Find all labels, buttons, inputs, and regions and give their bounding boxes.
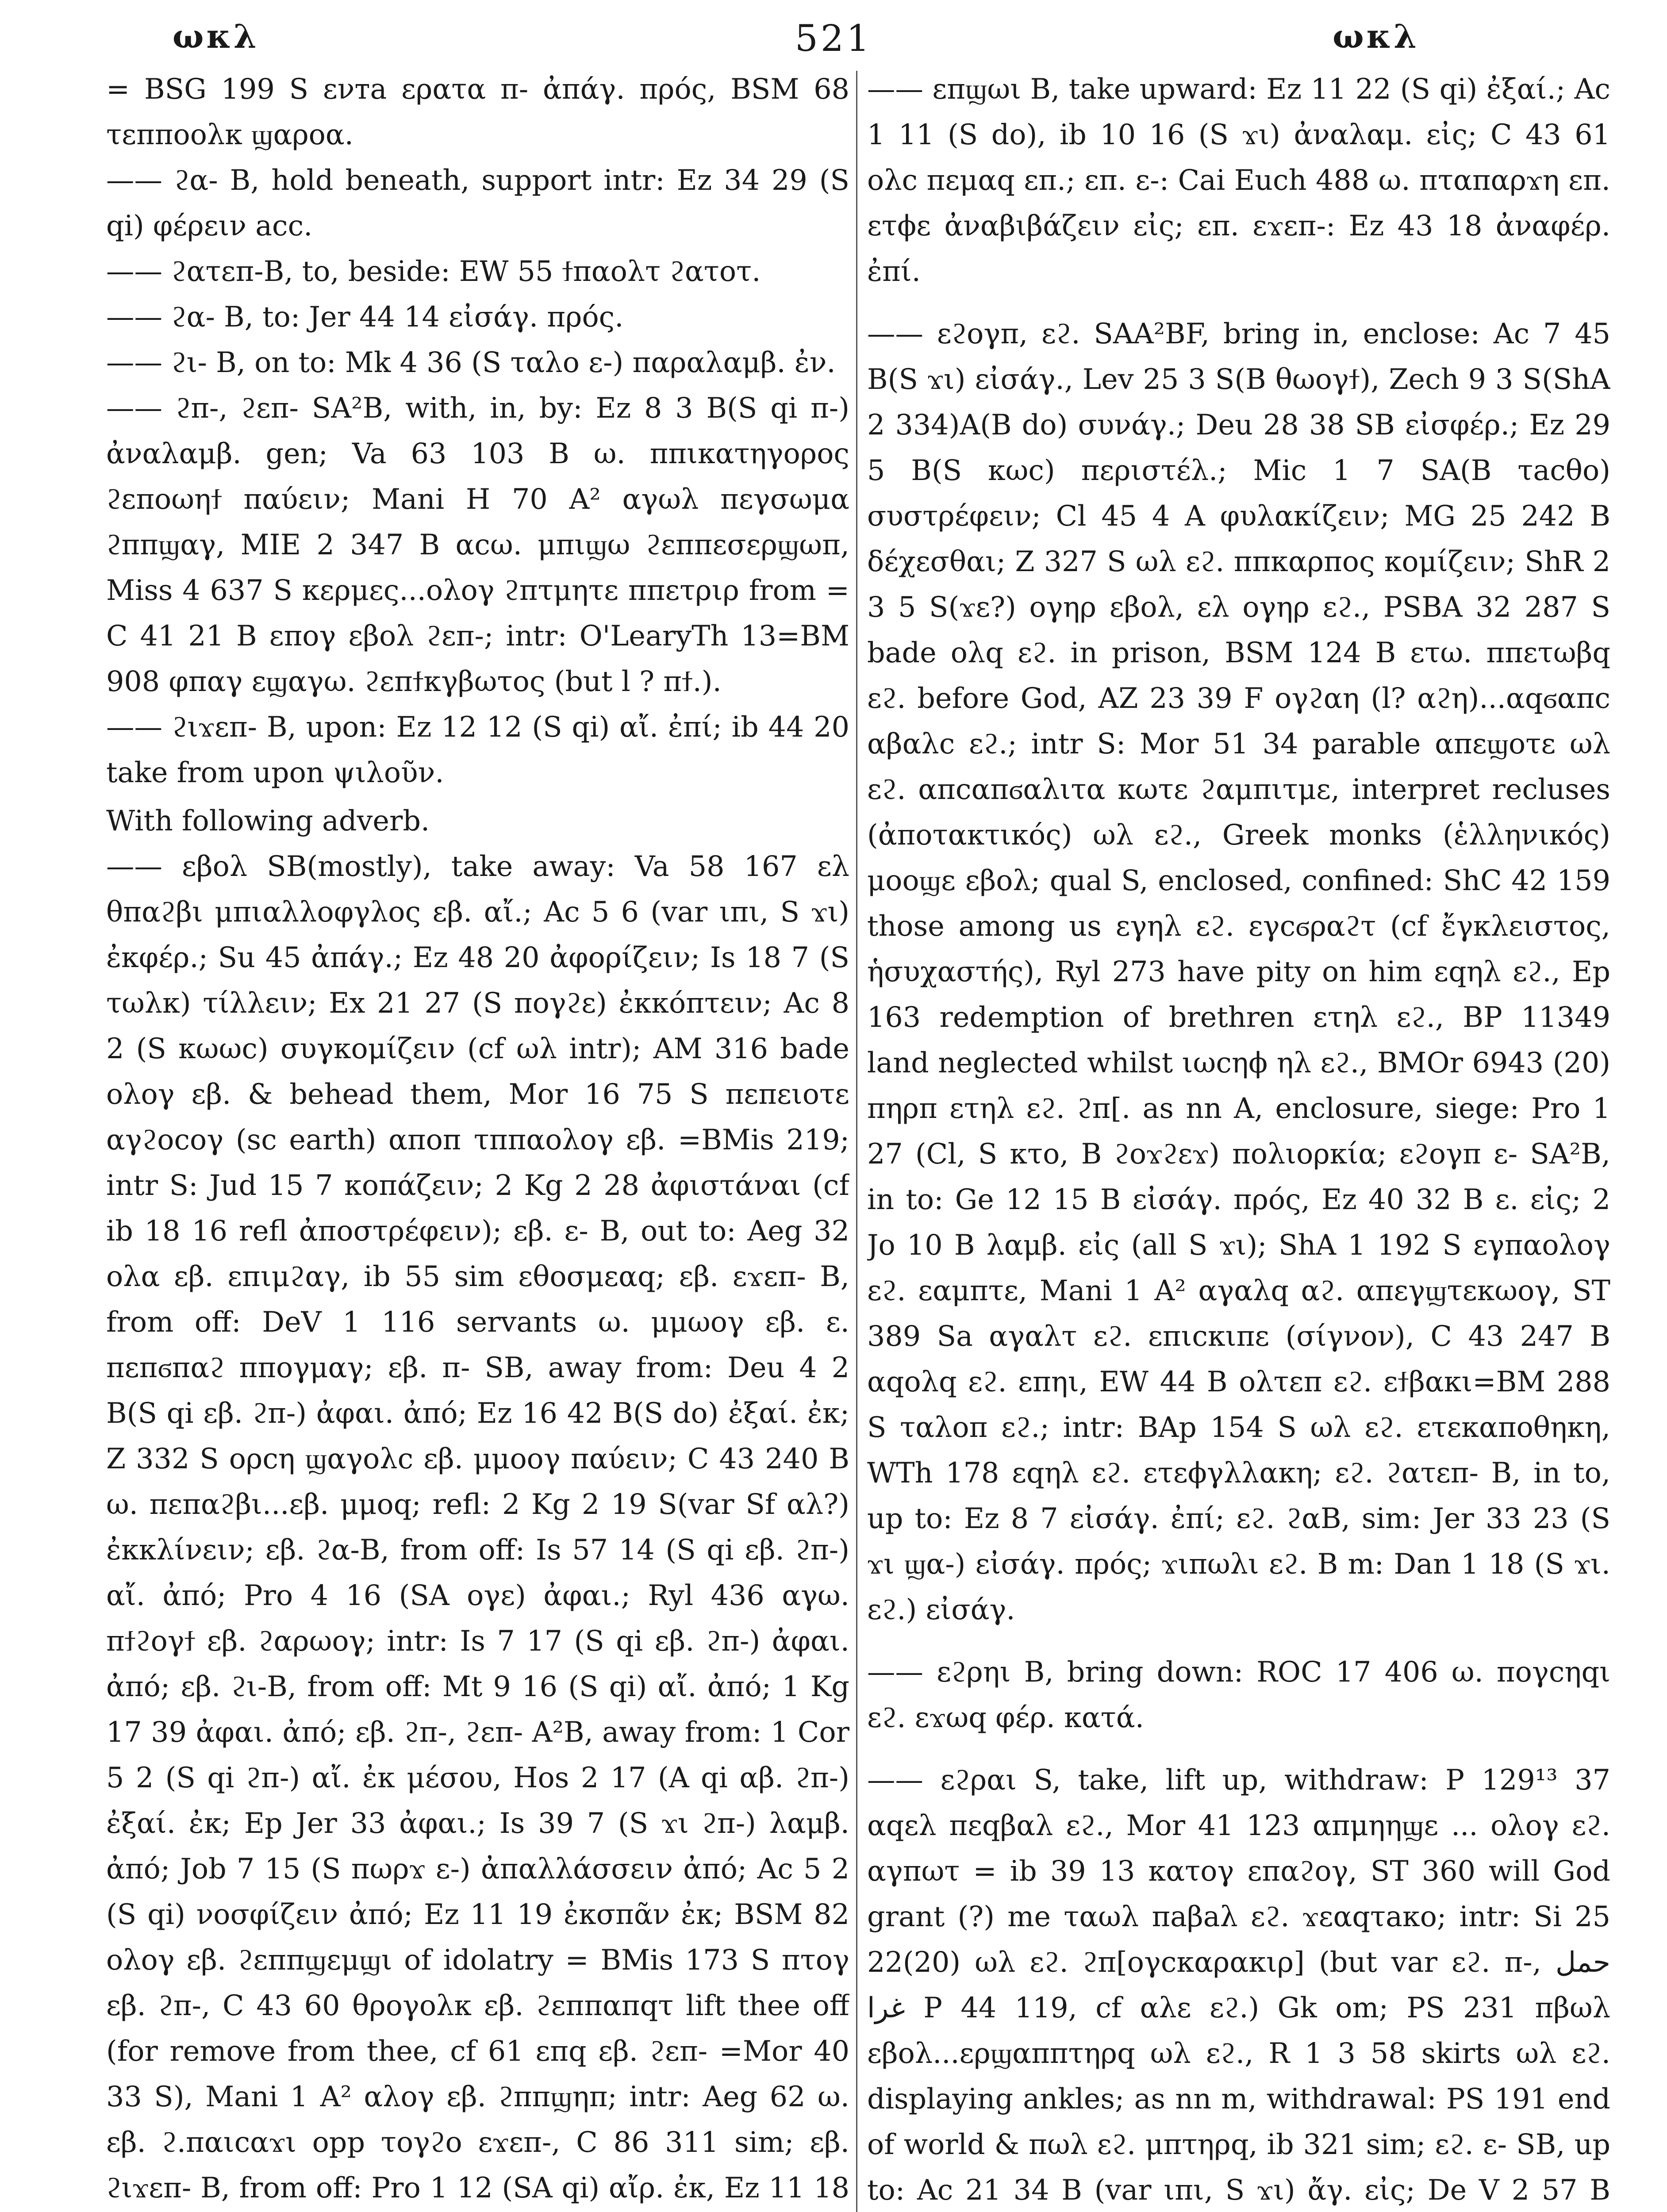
column-divider — [856, 71, 857, 2212]
entry-text: —— ϩατεπ-B, to, beside: EW 55 ϯπαολτ ϩατοτ. — [106, 255, 761, 288]
right-column — [867, 66, 1610, 2212]
entry-text: —— ϩιϫεπ- B, upon: Ez 12 12 (S qi) αἴ. ἐπί; ib 44 20 take from upon ψιλοῦν. — [106, 710, 849, 789]
entry-text: —— εϩραι S, take, lift up, withdraw: P 129¹³ 37 αqελ πεqβαλ εϩ., Mor 41 123 απμηηϣε ... ολογ εϩ. αγπωτ = ib 39 13 κατογ επαϩογ, ST 360 will God grant (?) me ταωλ πaβaλ εϩ. ϫεαqτaκo; intr: Si 25 22(20) ωλ εϩ. ϩπ[ογcκαρακιρ] (but var εϩ. π-, حمل غرا P 44 119, cf αλε εϩ.) Gk om; PS 231 πβωλ εβολ...ερϣαππτηρq ωλ εϩ., R 1 3 58 skirts ωλ εϩ. displaying ankles; as nn m, withdrawal: PS 191 end of world & πωλ εϩ. μπτηρq, ib 321 sim; εϩ. ε- SB, up to: Ac 21 34 B (var ιπι, S ϫι) ἄγ. εἰς; De V 2 57 B — [867, 1763, 1610, 2206]
page-header — [102, 18, 1565, 71]
section-heading: With following adverb. — [106, 804, 430, 837]
running-head-right: ωκλ — [1333, 18, 1419, 56]
entry-text: —— επϣωι B, take upward: Ez 11 22 (S qi) ἐξαί.; Ac 1 11 (S do), ib 10 16 (S ϫι) ἀναλαμ. εἰς; C 43 61 ολc πεμαq επ.; επ. ε-: Cai Euch 488 ω. πταπαρϫη επ. ετϕε ἀναβιβάζειν εἰς; επ. εϫεπ-: Ez 43 18 ἀναφέρ. ἐπί. — [867, 73, 1610, 288]
left-column — [106, 66, 849, 2212]
entry-text: —— ϩα- B, hold beneath, support intr: Ez 34 29 (S qi) φέρειν acc. — [106, 164, 849, 242]
entry-text: —— εϩογπ, εϩ. SAA²BF, bring in, enclose: Ac 7 45 B(S ϫι) εἰσάγ., Lev 25 3 S(B θωογϯ), Zech 9 3 S(ShA 2 334)A(B do) συνάγ.; Deu 28 38 SB εἰσφέρ.; Ez 29 5 B(S κωc) περιστέλ.; Mic 1 7 SA(B τacθo) συστρέφειν; Cl 45 4 A φυλακίζειν; MG 25 242 B δέχεσθαι; Z 327 S ωλ εϩ. ππκαρπος κομίζειν; ShR 2 3 5 S(ϫε?) ογηρ εβολ, ελ ογηρ εϩ., PSBA 32 287 S bade ολq εϩ. in prison, BSM 124 B ετω. ππετωβq εϩ. before God, AZ 23 39 F ογϩαη (l? αϩη)...αqϭαπc αβαλc εϩ.; intr S: Mor 51 34 parable απεϣοτε ωλ εϩ. απcαπϭαλιτα κωτε ϩαμπιτμε, interpret recluses (ἀποτακτικός) ωλ εϩ., Greek monks (ἑλληνικός) μοοϣε εβολ; qual S, enclosed, confined: ShC 42 159 those among us εγηλ εϩ. εγcϭραϩτ (cf ἔγκλειστος, ἡσυχαστής), Ryl 273 have pity on him εqηλ εϩ., Ep 163 redemption of brethren ετηλ εϩ., BP 11349 land neglected whilst ιωcηϕ ηλ εϩ., BMOr 6943 (20) πηρπ ετηλ εϩ. ϩπ[. as nn A, enclosure, siege: Pro 1 27 (Cl, S κτο, B ϩοϫϩεϫ) πολιορκία; εϩογπ ε- SA²B, in to: Ge 12 15 B εἰσάγ. πρός, Ez 40 32 B ε. εἰς; 2 Jo 10 B λαμβ. εἰς (all S ϫι); ShA 1 192 S εγπαολογ εϩ. εαμπτε, Mani 1 A² αγαλq αϩ. απεγϣτεκωογ, ST 389 Sa αγαλτ εϩ. επιcκιπε (σίγνον), C 43 247 B αqολq εϩ. επηι, EW 44 B ολτεπ εϩ. εϯβακι=BM 288 S ταλοπ εϩ.; intr: BAp 154 S ωλ εϩ. ετεκαποθηκη, WTh 178 εqηλ εϩ. ετεϕγλλακη; εϩ. ϩατεπ- B, in to, up to: Ez 8 7 εἰσάγ. ἐπί; εϩ. ϩαB, sim: Jer 33 23 (S ϫι ϣα-) εἰσάγ. πρός; ϫιπωλι εϩ. B m: Dan 1 18 (S ϫι. εϩ.) εἰσάγ. — [867, 317, 1610, 1626]
entry-text: = BSG 199 S ενта ερατα π- ἀπάγ. πρός, BSM 68 τεπποολκ ϣαροα. — [106, 73, 849, 151]
entry-text: —— ϩπ-, ϩεπ- SA²B, with, in, by: Ez 8 3 B(S qi π-) ἀναλαμβ. gen; Va 63 103 B ω. ππικατηγορος ϩεποωηϯ παύειν; Mani H 70 A² αγωλ πεγσωμα ϩππϣαγ, MIE 2 347 B αcω. μπιϣω ϩεππεσερϣωπ, Miss 4 637 S κερμες...ολογ ϩπτμητε ππετριρ from = C 41 21 B επογ εβολ ϩεπ-; intr: O'LearyTh 13=BM 908 φπαγ εϣαγω. ϩεπϯκγβωτος (but l ? πϯ.). — [106, 392, 849, 698]
entry-text: —— εϩρηι B, bring down: ROC 17 406 ω. πογcηqι εϩ. εϫωq φέρ. κατά. — [867, 1655, 1610, 1734]
page-number: 521 — [795, 18, 872, 60]
running-head-left: ωκλ — [173, 18, 259, 56]
entry-text: —— ϩα- B, to: Jer 44 14 εἰσάγ. πρός. — [106, 300, 624, 333]
entry-text: —— ϩι- B, on to: Mk 4 36 (S ταλο ε-) παραλαμβ. ἐν. — [106, 346, 836, 379]
entry-text: —— εβολ SB(mostly), take away: Va 58 167 ελ θπαϩβι μπιαλλοφγλος εβ. αἴ.; Ac 5 6 (var ιπι, S ϫι) ἐκφέρ.; Su 45 ἀπάγ.; Ez 48 20 ἀφορίζειν; Is 18 7 (S τωλκ) τίλλειν; Ex 21 27 (S πογϩε) ἐκκόπτειν; Ac 8 2 (S κωωc) συγκομίζειν (cf ωλ intr); AM 316 bade ολογ εβ. & behead them, Mor 16 75 S πεπειοτε αγϩοcογ (sc earth) απоп τππαολογ εβ. =BMis 219; intr S: Jud 15 7 κοπάζειν; 2 Kg 2 28 ἀφιστάναι (cf ib 18 16 refl ἀποστρέφειν); εβ. ε- B, out to: Aeg 32 ολα εβ. επιμϩαγ, ib 55 sim εθοσμεαq; εβ. εϫεπ- B, from off: DeV 1 116 servants ω. μμωογ εβ. ε. πεπϭπαϩ ππογμαγ; εβ. π- SB, away from: Deu 4 2 B(S qi εβ. ϩπ-) ἀφαι. ἀπό; Ez 16 42 B(S do) ἐξαί. ἐκ; Z 332 S ορcη ϣαγολc εβ. μμοογ παύειν; C 43 240 B ω. πεπαϩβι...εβ. μμοq; refl: 2 Kg 2 19 S(var Sf αλ?) ἐκκλίνειν; εβ. ϩα-B, from off: Is 57 14 (S qi εβ. ϩπ-) αἴ. ἀπό; Pro 4 16 (SA ογε) ἀφαι.; Ryl 436 αγω. πϯϩογϯ εβ. ϩαρωογ; intr: Is 7 17 (S qi εβ. ϩπ-) ἀφαι. ἀπό; εβ. ϩι-B, from off: Mt 9 16 (S qi) αἴ. ἀπό; 1 Kg 17 39 ἀφαι. ἀπό; εβ. ϩπ-, ϩεπ- A²B, away from: 1 Cor 5 2 (S qi ϩπ-) αἴ. ἐκ μέσου, Hos 2 17 (A qi αβ. ϩπ-) ἐξαί. ἐκ; Ep Jer 33 ἀφαι.; Is 39 7 (S ϫι ϩπ-) λαμβ. ἀπό; Job 7 15 (S πωρϫ ε-) ἀπαλλάσσειν ἀπό; Ac 5 2 (S qi) νοσφίζειν ἀπό; Ez 11 19 ἐκσπᾶν ἐκ; BSM 82 ολογ εβ. ϩεππϣεμϣι of idolatry = BMis 173 S πτογ εβ. ϩπ-, C 43 60 θρογολκ εβ. ϩεππαπqτ lift thee off (for remove from thee, cf 61 επq εβ. ϩεπ- =Mor 40 33 S), Mani 1 A² αλογ εβ. ϩππϣηπ; intr: Aeg 62 ω. εβ. ϩ.παιcαϫι opp τογϩο εϫεπ-, C 86 311 sim; εβ. ϩιϫεπ- B, from off: Pro 1 12 (SA qi) αἴρ. ἐκ, Ez 11 18 — [106, 850, 849, 2204]
